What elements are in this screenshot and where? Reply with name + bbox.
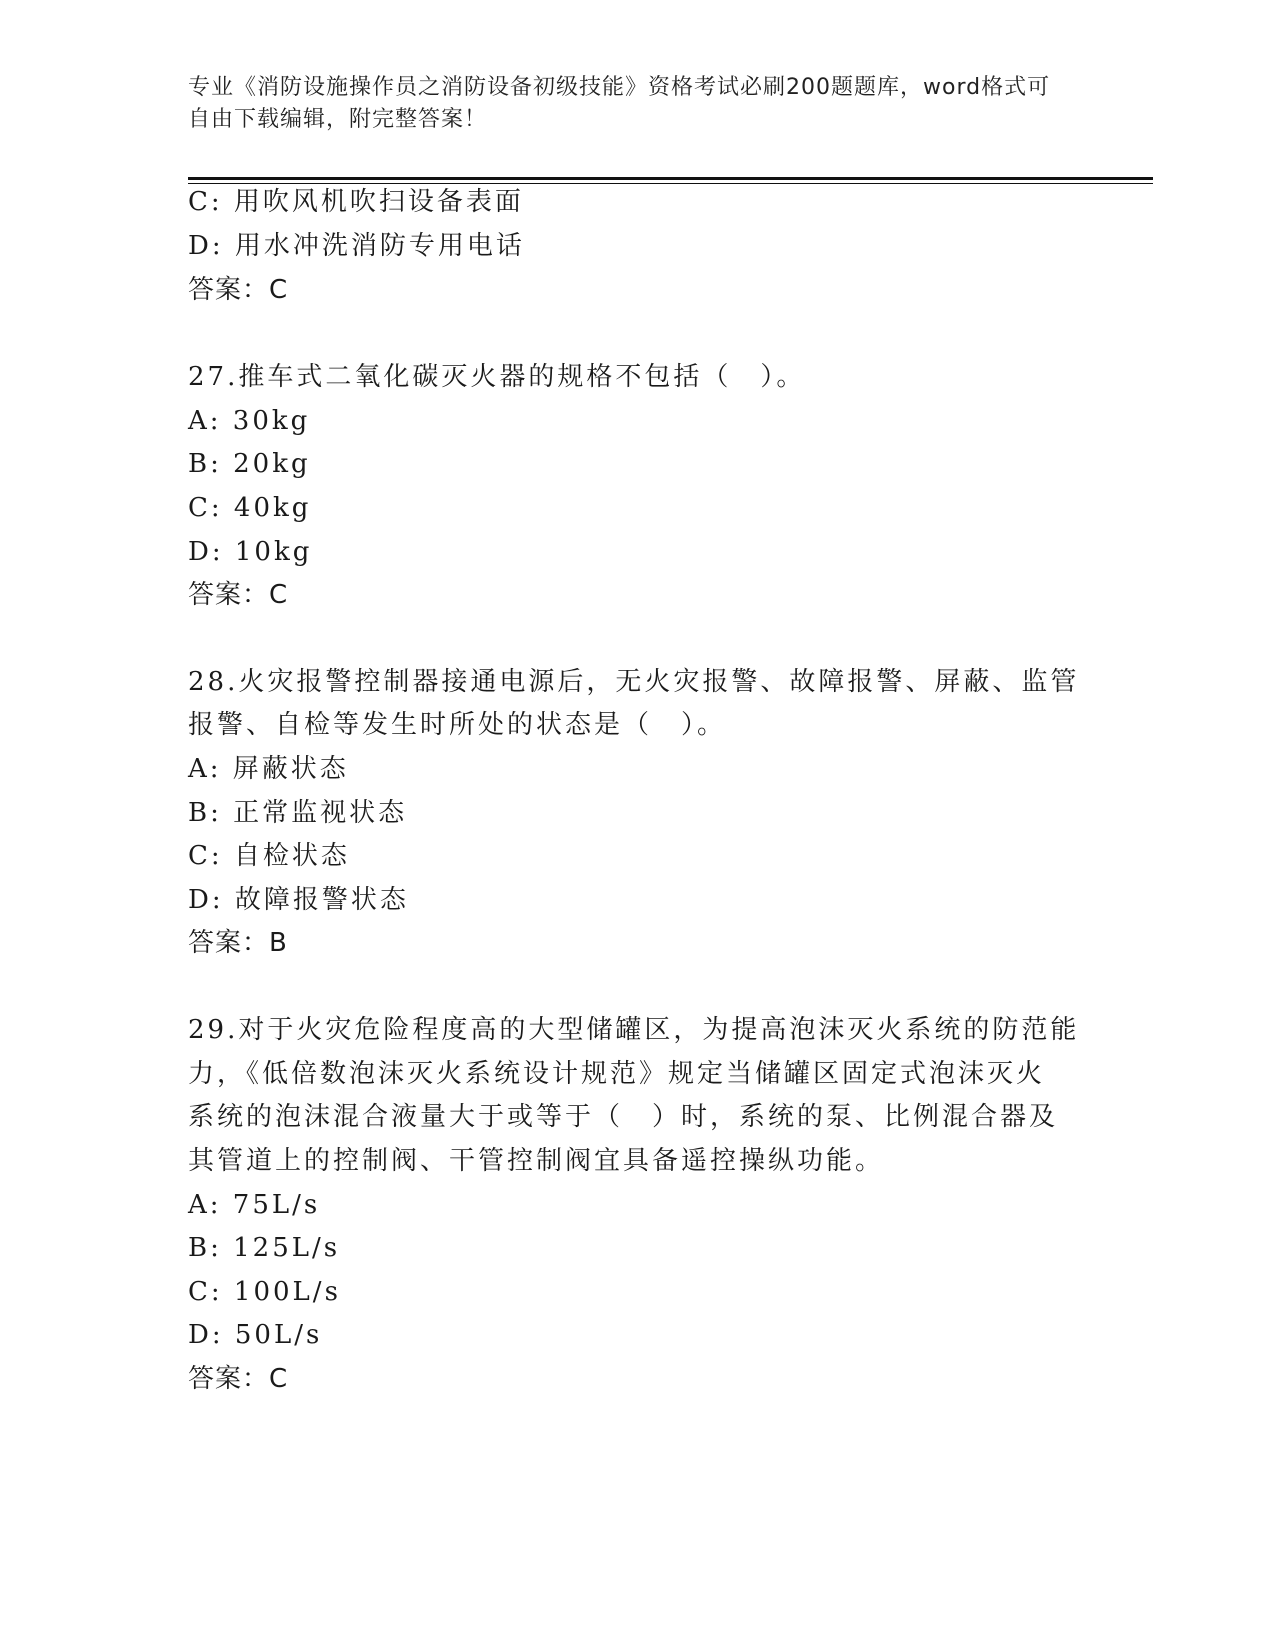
q29-stem-line4: 其管道上的控制阀、干管控制阀宜具备遥控操纵功能。	[188, 1146, 885, 1176]
q27-option-d: D: 10kg	[188, 537, 313, 567]
q28-option-a: A: 屏蔽状态	[188, 754, 349, 784]
q27-option-a: A: 30kg	[188, 406, 311, 436]
q29-option-c: C: 100L/s	[188, 1277, 341, 1307]
prev-answer: 答案：C	[188, 275, 289, 305]
document-header: 专业《消防设施操作员之消防设备初级技能》资格考试必刷200题题库，word格式可自由下载编辑，附完整答案！	[188, 75, 1051, 132]
q29-option-a: A: 75L/s	[188, 1190, 321, 1220]
q28-option-c: C: 自检状态	[188, 841, 350, 871]
q28-option-d: D: 故障报警状态	[188, 885, 409, 915]
q29-option-b: B: 125L/s	[188, 1233, 341, 1263]
q28-stem-line2: 报警、自检等发生时所处的状态是（ ）。	[188, 710, 727, 740]
q29-stem-line3: 系统的泡沫混合液量大于或等于（ ）时，系统的泵、比例混合器及	[188, 1102, 1059, 1132]
q29-stem-line1: 29.对于火灾危险程度高的大型储罐区，为提高泡沫灭火系统的防范能	[188, 1015, 1080, 1045]
q29-option-d: D: 50L/s	[188, 1320, 323, 1350]
q28-stem-line1: 28.火灾报警控制器接通电源后，无火灾报警、故障报警、屏蔽、监管	[188, 667, 1080, 697]
q27-option-b: B: 20kg	[188, 449, 311, 479]
q29-answer: 答案：C	[188, 1364, 289, 1394]
q28-option-b: B: 正常监视状态	[188, 798, 408, 828]
prev-option-d: D: 用水冲洗消防专用电话	[188, 231, 525, 261]
q28-answer: 答案：B	[188, 928, 288, 958]
q27-answer: 答案：C	[188, 580, 289, 610]
q27-option-c: C: 40kg	[188, 493, 312, 523]
header-divider-thick	[188, 177, 1153, 180]
header-divider-thin	[188, 183, 1153, 184]
q29-stem-line2: 力，《低倍数泡沫灭火系统设计规范》规定当储罐区固定式泡沫灭火	[188, 1059, 1046, 1089]
prev-option-c: C: 用吹风机吹扫设备表面	[188, 187, 524, 217]
q27-stem: 27.推车式二氧化碳灭火器的规格不包括（ ）。	[188, 362, 806, 392]
